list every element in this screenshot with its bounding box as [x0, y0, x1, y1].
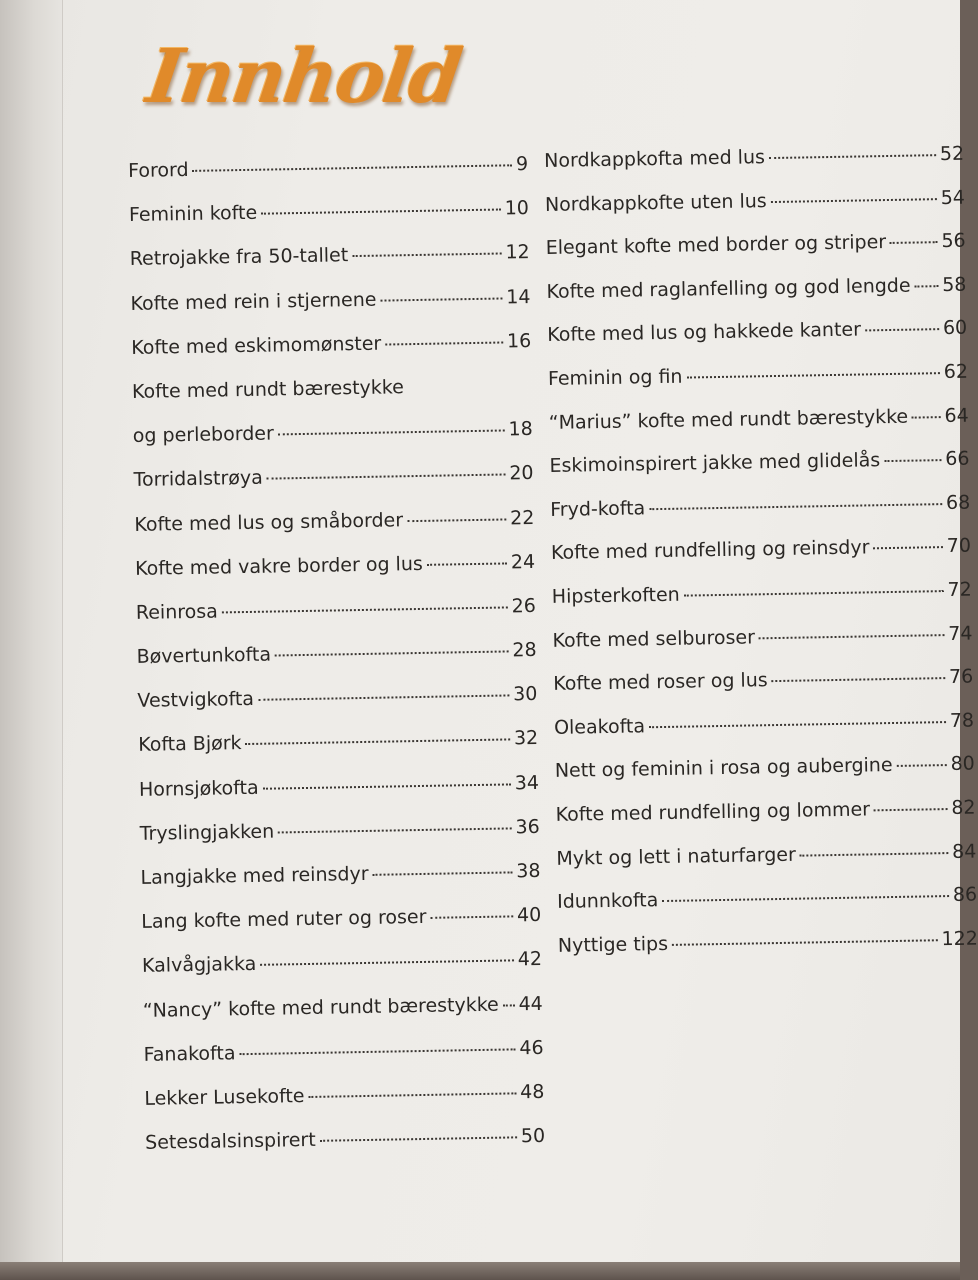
toc-left-column	[128, 153, 546, 1176]
dot-leader	[503, 1003, 515, 1006]
dot-leader	[800, 851, 948, 857]
dot-leader	[380, 296, 502, 301]
toc-entry	[551, 535, 972, 586]
toc-page-number: 40	[516, 904, 542, 927]
toc-entry	[130, 241, 531, 292]
toc-page-number: 72	[947, 578, 972, 601]
toc-page-number: 32	[513, 727, 539, 750]
toc-entry-title: Kofte med roser og lus	[553, 669, 768, 696]
toc-entry-title: Lekker Lusekofte	[144, 1085, 305, 1110]
toc-entry	[142, 948, 543, 999]
toc-entry	[555, 753, 976, 804]
dot-leader	[874, 807, 947, 811]
toc-page-number: 78	[949, 709, 975, 732]
dot-leader	[769, 153, 936, 159]
toc-entry-title: Kofte med lus og småborder	[134, 508, 404, 536]
toc-entry	[140, 860, 541, 911]
dot-leader	[260, 959, 514, 966]
toc-entry-title: Mykt og lett i naturfarger	[556, 843, 796, 870]
toc-entry	[549, 404, 970, 455]
toc-entry	[145, 1125, 546, 1176]
toc-page-number: 10	[504, 197, 530, 220]
toc-page-number: 22	[509, 506, 535, 529]
toc-entry-title: Hornsjøkofta	[138, 776, 259, 801]
dot-leader	[772, 676, 945, 682]
toc-entry	[139, 772, 540, 823]
toc-page-number: 34	[514, 771, 540, 794]
book-spine	[0, 0, 63, 1262]
toc-entry	[554, 709, 975, 760]
toc-page-number: 16	[506, 329, 532, 353]
dot-leader	[759, 633, 944, 639]
toc-entry	[136, 595, 537, 646]
toc-entry	[140, 816, 541, 867]
toc-page-number: 62	[943, 360, 969, 384]
toc-page-number: 50	[520, 1124, 546, 1148]
dot-leader	[385, 340, 503, 345]
toc-entry	[549, 448, 970, 499]
dot-leader	[407, 517, 506, 522]
toc-page-number: 56	[941, 229, 966, 253]
toc-entry-title: Kofte med lus og hakkede kanter	[547, 318, 862, 347]
toc-entry	[544, 143, 965, 194]
toc-page-number: 76	[948, 665, 974, 689]
dot-leader	[672, 938, 938, 946]
toc-page-number: 48	[519, 1080, 545, 1104]
dot-leader	[865, 328, 939, 332]
toc-page-number: 70	[946, 534, 972, 558]
toc-entry-title: Nyttige tips	[557, 932, 669, 957]
toc-entry-title: Kofta Bjørk	[138, 732, 242, 757]
toc-entry-title: og perleborder	[132, 422, 274, 448]
toc-page-number: 122	[941, 927, 978, 950]
toc-entry	[128, 153, 529, 204]
toc-entry-title: “Nancy” kofte med rundt bærestykke	[142, 993, 499, 1022]
toc-entry	[136, 639, 537, 690]
toc-entry	[548, 361, 969, 412]
toc-entry-title: Elegant kofte med border og striper	[545, 231, 887, 260]
toc-page-number: 80	[950, 752, 975, 776]
toc-entry	[144, 1081, 545, 1132]
toc-entry-title: Kalvågjakka	[141, 953, 257, 978]
dot-leader	[193, 163, 512, 172]
toc-entry	[134, 506, 535, 557]
toc-entry	[552, 622, 973, 673]
dot-leader	[684, 589, 944, 597]
toc-entry-title: Kofte med rundfelling og lommer	[555, 798, 871, 826]
toc-entry-title: Kofte med rein i stjernene	[130, 288, 377, 315]
toc-page-number: 84	[951, 840, 977, 863]
toc-entry	[143, 992, 544, 1043]
toc-page-number: 42	[517, 948, 543, 971]
toc-entry	[556, 840, 977, 891]
toc-entry-title: Kofte med rundfelling og reinsdyr	[550, 536, 870, 565]
toc-right-column	[544, 143, 978, 978]
toc-page-number: 52	[939, 142, 965, 166]
page-title: Innhold	[141, 34, 466, 120]
toc-entry	[550, 491, 971, 542]
dot-leader	[320, 1135, 517, 1141]
dot-leader	[373, 870, 513, 875]
toc-entry-title: Fanakofta	[143, 1042, 236, 1066]
toc-entry-title: Idunnkofta	[556, 889, 659, 913]
toc-entry-title: Kofte med selburoser	[552, 625, 756, 652]
toc-entry-title: Hipsterkoften	[551, 583, 680, 608]
toc-page-number: 14	[506, 285, 531, 308]
toc-page-number: 20	[509, 462, 534, 485]
toc-entry	[555, 796, 976, 847]
toc-entry-title: Nordkappkofta med lus	[544, 146, 766, 172]
dot-leader	[275, 649, 508, 656]
toc-entry	[558, 927, 978, 978]
toc-page-number: 60	[942, 317, 968, 340]
toc-entry-title: Kofte med eskimomønster	[131, 332, 382, 359]
toc-entry-title: Tryslingjakken	[139, 820, 275, 845]
toc-entry	[130, 286, 531, 337]
toc-entry-title: Feminin og fin	[547, 365, 683, 390]
toc-page-number: 38	[516, 859, 541, 883]
dot-leader	[890, 240, 937, 244]
toc-entry-title: Eskimoinspirert jakke med glidelås	[549, 449, 881, 478]
toc-entry-title: “Marius” kofte med rundt bærestykke	[548, 405, 909, 434]
toc-entry	[133, 462, 534, 513]
toc-entry-title: Kofte med vakre border og lus	[134, 552, 423, 580]
dot-leader	[258, 694, 509, 701]
toc-page-number: 36	[515, 815, 540, 839]
dot-leader	[430, 915, 513, 919]
toc-entry	[141, 904, 542, 955]
dot-leader	[427, 561, 507, 565]
toc-entry-title: Forord	[128, 158, 189, 182]
dot-leader	[686, 371, 939, 378]
toc-entry-title: Bøvertunkofta	[136, 643, 272, 668]
toc-entry	[545, 186, 966, 237]
toc-entry	[552, 579, 973, 630]
toc-page-number: 28	[512, 639, 537, 662]
dot-leader	[771, 197, 937, 203]
toc-page-number: 24	[510, 550, 536, 574]
toc-page-number: 9	[515, 153, 529, 176]
dot-leader	[912, 415, 940, 418]
toc-page-number: 44	[518, 992, 543, 1015]
toc-page-number: 30	[513, 683, 538, 706]
dot-leader	[261, 208, 501, 215]
dot-leader	[267, 473, 506, 480]
dot-leader	[308, 1091, 516, 1098]
toc-entry	[131, 330, 532, 381]
toc-entry-title: Nett og feminin i rosa og aubergine	[554, 754, 893, 783]
toc-entry-title: Langjakke med reinsdyr	[140, 862, 369, 889]
toc-entry	[557, 884, 978, 935]
dot-leader	[873, 545, 942, 549]
toc-page-number: 74	[948, 622, 973, 645]
toc-page-number: 86	[952, 883, 978, 907]
toc-entry-title: Vestvigkofta	[137, 688, 255, 713]
toc-entry-title: Oleakofta	[553, 715, 646, 739]
toc-entry-title: Setesdalsinspirert	[144, 1129, 316, 1154]
toc-page-number: 82	[951, 796, 976, 819]
toc-entry	[135, 551, 536, 602]
toc-entry	[546, 273, 967, 324]
toc-entry-title: Fryd-kofta	[550, 497, 646, 521]
toc-entry-title: Nordkappkofte uten lus	[544, 189, 767, 216]
toc-entry	[132, 374, 533, 425]
dot-leader	[278, 826, 511, 833]
toc-entry	[553, 666, 974, 717]
toc-entry	[547, 317, 968, 368]
toc-entry	[138, 727, 539, 778]
toc-entry	[143, 1037, 544, 1088]
toc-entry	[129, 197, 530, 248]
dot-leader	[897, 763, 947, 767]
toc-entry-title: Retrojakke fra 50-tallet	[129, 244, 349, 271]
toc-entry	[546, 230, 967, 281]
toc-entry-title: Kofte med raglanfelling og god lengde	[546, 274, 911, 303]
page-bottom-edge	[0, 1262, 960, 1280]
toc-page-number: 64	[944, 404, 969, 427]
toc-page-number: 46	[519, 1036, 544, 1060]
dot-leader	[278, 429, 505, 436]
dot-leader	[263, 782, 511, 789]
toc-page-number: 54	[940, 186, 966, 209]
dot-leader	[649, 720, 946, 728]
toc-page-number: 66	[945, 447, 970, 471]
toc-entry-title: Reinrosa	[135, 600, 219, 624]
toc-entry-title: Kofte med rundt bærestykke	[131, 376, 405, 403]
toc-entry-title: Torridalstrøya	[133, 467, 263, 492]
toc-entry	[137, 683, 538, 734]
dot-leader	[662, 894, 949, 902]
toc-entry-title: Lang kofte med ruter og roser	[141, 906, 427, 934]
toc-page-number: 18	[508, 418, 533, 441]
toc-page-number: 58	[942, 273, 967, 296]
toc-entry	[133, 418, 534, 469]
toc-entry-title: Feminin kofte	[128, 201, 258, 227]
toc-page-number: 12	[505, 241, 530, 264]
dot-leader	[884, 458, 941, 462]
dot-leader	[222, 605, 508, 613]
dot-leader	[352, 252, 501, 258]
dot-leader	[649, 502, 942, 510]
toc-page-number: 26	[511, 594, 537, 618]
dot-leader	[246, 738, 510, 746]
dot-leader	[240, 1047, 516, 1055]
dot-leader	[915, 284, 939, 287]
toc-page-number: 68	[945, 491, 971, 514]
